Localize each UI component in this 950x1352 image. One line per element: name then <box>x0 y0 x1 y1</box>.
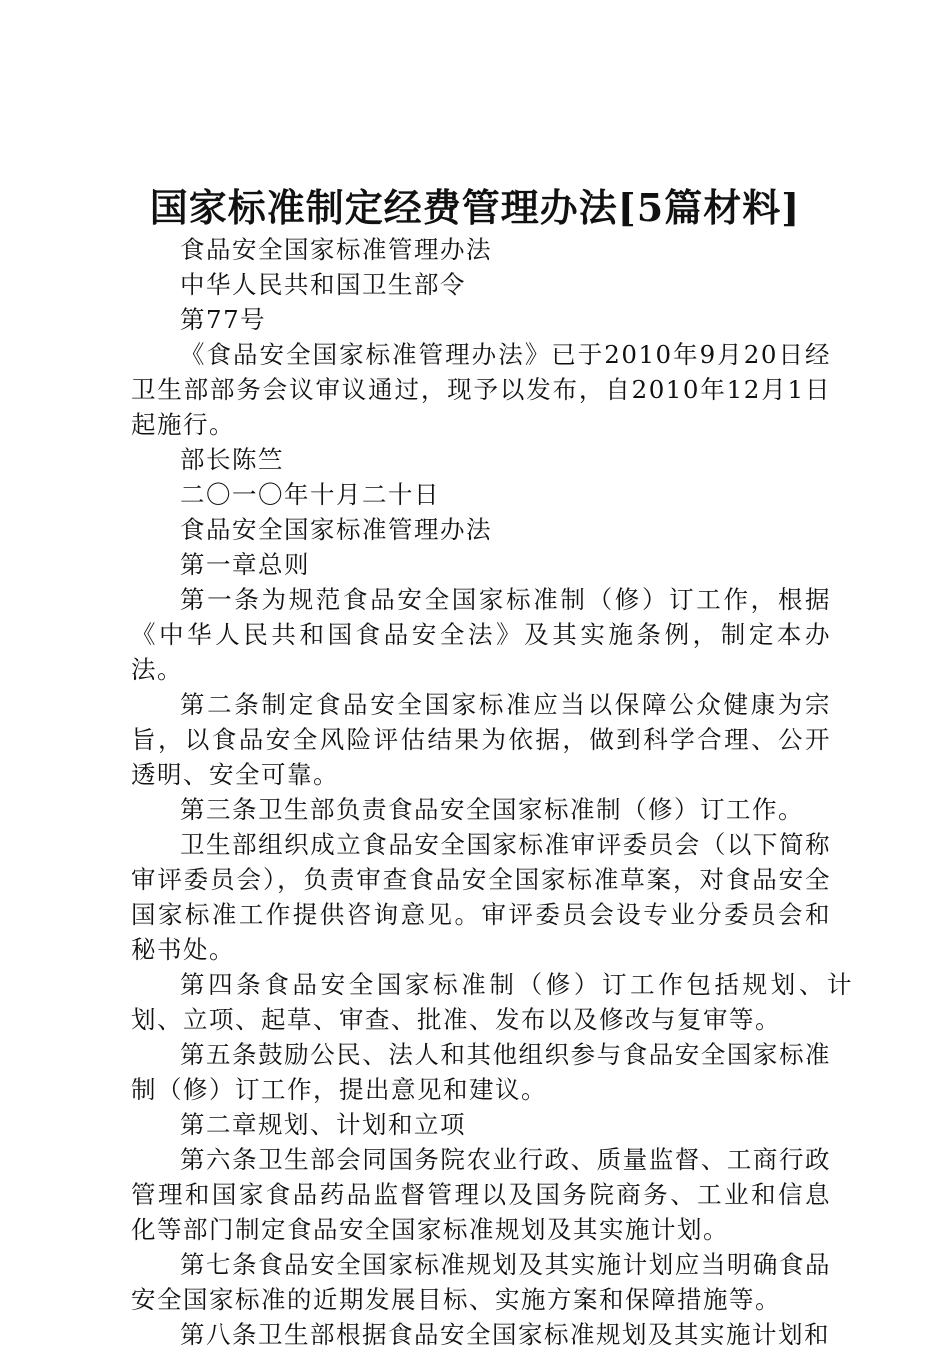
paragraph: 第77号 <box>180 305 267 334</box>
paragraph: 第六条卫生部会同国务院农业行政、质量监督、工商行政管理和国家食品药品监督管理以及国务院商务、工业和信息化等部门制定食品安全国家标准规划及其实施计划。 <box>131 1145 831 1244</box>
paragraph: 食品安全国家标准管理办法 <box>180 235 492 264</box>
paragraph: 第一章总则 <box>180 550 310 579</box>
paragraph: 第二章规划、计划和立项 <box>180 1110 466 1139</box>
paragraph: 第七条食品安全国家标准规划及其实施计划应当明确食品安全国家标准的近期发展目标、实施方案和保障措施等。 <box>131 1250 831 1314</box>
paragraph: 第三条卫生部负责食品安全国家标准制（修）订工作。 <box>180 795 804 824</box>
paragraph: 第一条为规范食品安全国家标准制（修）订工作，根据《中华人民共和国食品安全法》及其实施条例，制定本办法。 <box>131 585 831 684</box>
paragraph: 部长陈竺 <box>180 445 284 474</box>
paragraph: 第四条食品安全国家标准制（修）订工作包括规划、计划、立项、起草、审查、批准、发布以及修改与复审等。 <box>131 970 853 1034</box>
document-title: 国家标准制定经费管理办法[5篇材料] <box>149 185 801 230</box>
paragraph: 第五条鼓励公民、法人和其他组织参与食品安全国家标准制（修）订工作，提出意见和建议。 <box>131 1040 831 1104</box>
paragraph: 二〇一〇年十月二十日 <box>180 480 440 509</box>
paragraph: 中华人民共和国卫生部令 <box>180 270 466 299</box>
paragraph: 卫生部组织成立食品安全国家标准审评委员会（以下简称审评委员会），负责审查食品安全国家标准草案，对食品安全国家标准工作提供咨询意见。审评委员会设专业分委员会和秘书处。 <box>131 830 831 964</box>
paragraph: 《食品安全国家标准管理办法》已于2010年9月20日经卫生部部务会议审议通过，现予以发布，自2010年12月1日起施行。 <box>131 340 831 439</box>
document-body <box>131 232 853 1352</box>
paragraph: 第二条制定食品安全国家标准应当以保障公众健康为宗旨，以食品安全风险评估结果为依据，做到科学合理、公开透明、安全可靠。 <box>131 690 831 789</box>
paragraph: 第八条卫生部根据食品安全国家标准规划及其实施计划和 <box>180 1320 830 1349</box>
paragraph: 食品安全国家标准管理办法 <box>180 515 492 544</box>
